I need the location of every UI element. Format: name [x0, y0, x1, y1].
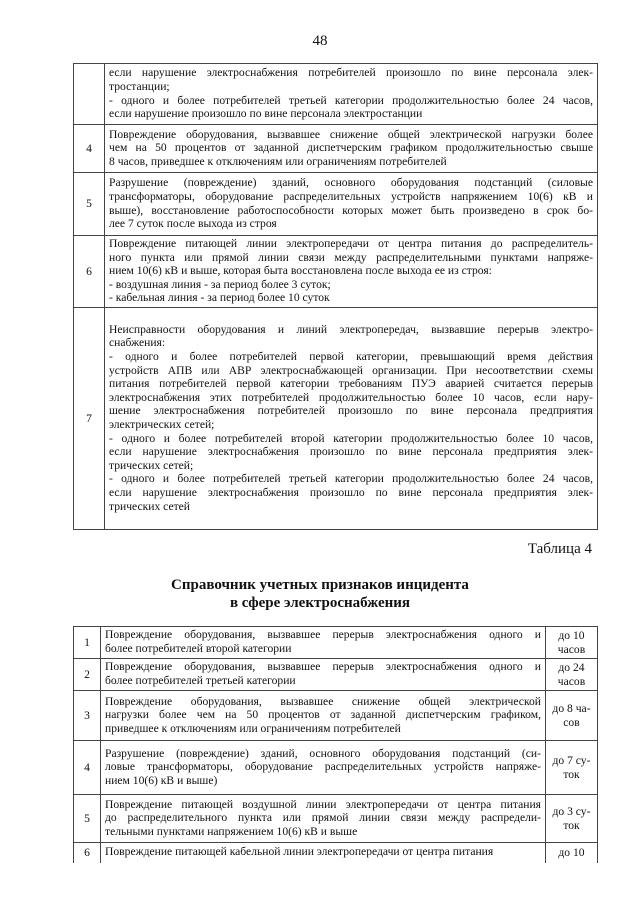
text-line: Разрушение (повреждение) зданий, основного оборудования подстанций (силовые	[109, 176, 593, 190]
text-line: до распределительного пункта или прямой линии связи между распредели-	[105, 811, 541, 825]
table-row	[74, 64, 598, 125]
table-caption: Таблица 4	[527, 541, 592, 557]
table-4	[73, 626, 598, 863]
limit-line: до 7 су-	[552, 753, 591, 767]
row-description	[105, 236, 598, 308]
text-line: - одного и более потребителей первой категории, превышающий время действия	[109, 350, 593, 363]
table-row	[74, 691, 598, 741]
limit-line: сов	[563, 715, 580, 729]
text-line: снабжения:	[109, 336, 166, 350]
text-line: - воздушная линия - за период более 3 суток;	[109, 277, 331, 291]
text-line: Повреждение оборудования, вызвавшее снижение общей электрической нагрузки более	[109, 127, 593, 141]
text-line: 8 часов, приведшее к отключениям или ограничениям потребителей	[109, 154, 447, 168]
row-limit	[546, 741, 598, 795]
text-line: Повреждение питающей воздушной линии электропередачи от центра питания	[105, 797, 541, 811]
table-row	[74, 627, 598, 659]
text-line: ного пункта или прямой линии связи между распределительными пунктами напряже-	[109, 250, 593, 264]
table-row	[74, 125, 598, 173]
text-line: тростанции;	[109, 79, 170, 93]
text-line: - одного и более потребителей третьей категории продолжительностью более 24 часов,	[109, 472, 593, 486]
text-line: устройств АПВ или АВР электроснабжающей организации. При несоответствии схемы	[109, 363, 593, 377]
row-description	[101, 843, 546, 863]
limit-line: до 8 ча-	[552, 701, 591, 715]
table-row	[74, 236, 598, 308]
row-description	[101, 691, 546, 741]
table-row	[74, 173, 598, 236]
row-number: 1	[74, 627, 101, 659]
row-limit	[546, 659, 598, 691]
row-number: 4	[74, 741, 101, 795]
text-line: трических сетей	[109, 499, 191, 513]
row-number: 6	[74, 236, 105, 308]
text-line: более потребителей третьей категории	[105, 674, 296, 687]
text-line: лее 7 суток после выхода из строя	[109, 217, 277, 231]
limit-line: до 3 су-	[552, 804, 591, 818]
row-number: 5	[74, 795, 101, 843]
text-line: электроснабжения этих потребителей продолжительностью более 10 часов, если нару-	[109, 390, 593, 404]
limit-line: до 10	[558, 845, 585, 859]
row-description	[105, 307, 598, 529]
row-limit	[546, 627, 598, 659]
text-line: Повреждение питающей линии электропередачи от центра питания до распределитель-	[109, 237, 593, 250]
text-line: выше), восстановление работоспособности которых может быть произведено в срок бо-	[109, 203, 593, 217]
limit-line: ток	[563, 818, 580, 832]
limit-line: часов	[557, 674, 586, 688]
row-number	[74, 64, 105, 125]
text-line: трансформаторы, оборудование распределительных устройств напряжением 10(6) кВ и	[109, 189, 593, 203]
limit-line: часов	[557, 642, 586, 656]
text-line: Неисправности оборудования и линий электропередач, вызвавшие перерыв электро-	[109, 322, 593, 336]
text-line: - одного и более потребителей третьей категории продолжительностью более 24 часов,	[109, 93, 593, 107]
row-number: 6	[74, 843, 101, 863]
text-line: питания потребителей первой категории требованиям ПУЭ аварией считается перерыв	[109, 377, 593, 391]
limit-line: ток	[563, 767, 580, 781]
row-description	[105, 125, 598, 173]
text-line: Разрушение (повреждение) зданий, основного оборудования подстанций (си-	[105, 746, 541, 760]
table-3-continued	[73, 63, 598, 530]
page-number: 48	[312, 33, 328, 49]
text-line: нием 10(6) кВ и выше, которая быта восстановлена после выхода ее из строя:	[109, 264, 492, 278]
text-line: - кабельная линия - за период более 10 суток	[109, 291, 330, 305]
table-row	[74, 795, 598, 843]
row-description	[101, 741, 546, 795]
table-title	[0, 576, 640, 612]
row-limit	[546, 843, 598, 863]
text-line: если нарушение произошло по вине персонала электростанции	[109, 107, 423, 121]
table-title-line: Справочник учетных признаков инцидента	[171, 577, 469, 593]
table-row	[74, 307, 598, 529]
text-line: ловые трансформаторы, оборудование распределительных устройств напряже-	[105, 760, 541, 774]
limit-line: до 10	[558, 628, 585, 642]
text-line: более потребителей второй категории	[105, 642, 292, 655]
row-limit	[546, 691, 598, 741]
row-number: 3	[74, 691, 101, 741]
text-line: электрических сетей;	[109, 417, 215, 431]
text-line: трических сетей;	[109, 458, 194, 472]
row-description	[101, 627, 546, 659]
row-number: 2	[74, 659, 101, 691]
row-description	[101, 659, 546, 691]
limit-line: до 24	[558, 660, 585, 674]
text-line: Повреждение оборудования, вызвавшее перерыв электроснабжения одного и	[105, 628, 541, 642]
row-description	[105, 64, 598, 125]
text-line: Повреждение питающей кабельной линии электропередачи от центра питания	[105, 845, 494, 859]
table-row	[74, 659, 598, 691]
text-line: Повреждение оборудования, вызвавшее снижение общей электрической	[105, 694, 541, 708]
text-line: нагрузки более чем на 50 процентов от заданной диспетчерским графиком,	[105, 708, 541, 722]
text-line: - одного и более потребителей второй категории продолжительностью более 10 часов,	[109, 431, 593, 445]
text-line: если нарушение электроснабжения произошло по вине персонала предприятия элек-	[109, 485, 593, 499]
text-line: тельными пунктами напряжением 10(6) кВ и выше	[105, 824, 358, 838]
row-number: 7	[74, 307, 105, 529]
text-line: если нарушение электроснабжения потребителей произошло по вине персонала элек-	[109, 66, 593, 80]
table-row	[74, 843, 598, 863]
text-line: чем на 50 процентов от заданной диспетчерским графиком продолжительностью свыше	[109, 141, 593, 155]
text-line: если нарушение электроснабжения произошло по вине персонала предприятия элек-	[109, 445, 593, 459]
row-description	[105, 173, 598, 236]
table-title-line: в сфере электроснабжения	[229, 595, 411, 611]
text-line: Повреждение оборудования, вызвавшее перерыв электроснабжения одного и	[105, 660, 541, 674]
row-limit	[546, 795, 598, 843]
row-description	[101, 795, 546, 843]
row-number: 4	[74, 125, 105, 173]
table-row	[74, 741, 598, 795]
row-number: 5	[74, 173, 105, 236]
text-line: приведшее к отключениям или ограничениям потребителей	[105, 721, 401, 735]
text-line: шение электроснабжения потребителей произошло по вине персонала предприятия	[109, 404, 593, 418]
text-line: нием 10(6) кВ и выше)	[105, 773, 218, 787]
